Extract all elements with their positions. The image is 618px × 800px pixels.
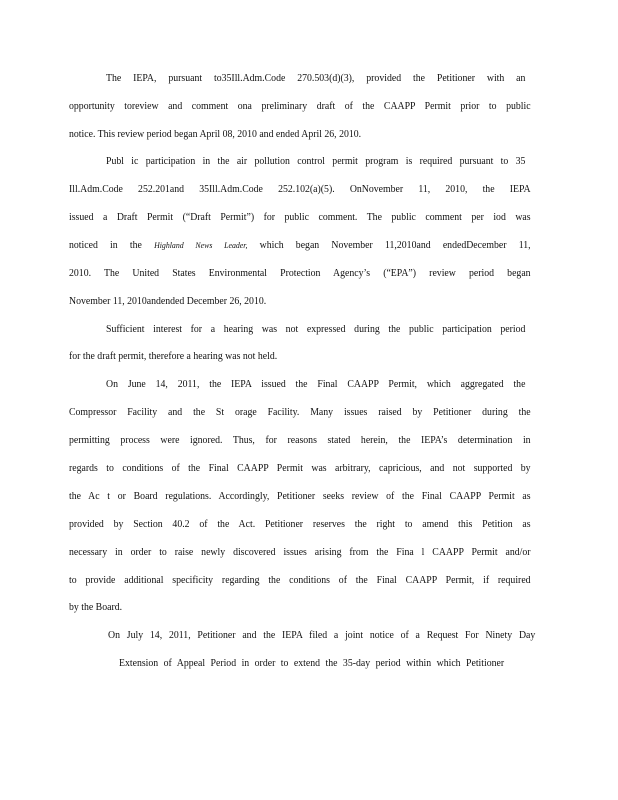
newspaper-name: Highland News Leader,: [154, 241, 248, 250]
paragraph-2-line-4: [69, 239, 531, 253]
paragraph-1-line-1: The IEPA, pursuant to35Ill.Adm.Code 270.503(d)(3), provided the Petitioner with an: [106, 73, 526, 84]
paragraph-5-line-2: Extension of Appeal Period in order to extend the 35-day period within which Petitioner: [119, 658, 505, 669]
paragraph-1-line-3: notice. This review period began April 08, 2010 and ended April 26, 2010.: [69, 129, 362, 140]
paragraph-5-line-1: On July 14, 2011, Petitioner and the IEPA filed a joint notice of a Request For Ninety Day: [108, 630, 536, 641]
paragraph-4-line-4: regards to conditions of the Final CAAPP Permit was arbitrary, capricious, and not supported by: [69, 463, 531, 474]
paragraph-4-line-9: by the Board.: [69, 602, 123, 613]
line-text-after: which began November 11,2010and endedDecember 11,: [247, 240, 531, 251]
line-text-before: noticed in the: [69, 240, 155, 251]
paragraph-3-line-1: Sufficient interest for a hearing was not expressed during the public participation period: [106, 324, 526, 335]
paragraph-2-line-5: 2010. The United States Environmental Protection Agency’s (“EPA”) review period began: [69, 268, 531, 279]
paragraph-4-line-1: On June 14, 2011, the IEPA issued the Final CAAPP Permit, which aggregated the: [106, 379, 526, 390]
paragraph-2-line-6: November 11, 2010andended December 26, 2010.: [69, 296, 267, 307]
paragraph-2-line-2: Ill.Adm.Code 252.201and 35Ill.Adm.Code 252.102(a)(5). OnNovember 11, 2010, the IEPA: [69, 184, 531, 195]
paragraph-2-line-1: Publ ic participation in the air pollution control permit program is required pursuant to 35: [106, 156, 526, 167]
paragraph-4-line-8: to provide additional specificity regarding the conditions of the Final CAAPP Permit, if required: [69, 575, 531, 586]
paragraph-3-line-2: for the draft permit, therefore a hearing was not held.: [69, 351, 278, 362]
paragraph-4-line-5: the Ac t or Board regulations. Accordingly, Petitioner seeks review of the Final CAAPP Permit as: [69, 491, 531, 502]
paragraph-4-line-6: provided by Section 40.2 of the Act. Petitioner reserves the right to amend this Petition as: [69, 519, 531, 530]
paragraph-4-line-2: Compressor Facility and the St orage Facility. Many issues raised by Petitioner during the: [69, 407, 531, 418]
paragraph-4-line-3: permitting process were ignored. Thus, for reasons stated herein, the IEPA’s determination in: [69, 435, 531, 446]
paragraph-1-line-2: opportunity toreview and comment ona preliminary draft of the CAAPP Permit prior to public: [69, 101, 531, 112]
paragraph-4-line-7: necessary in order to raise newly discovered issues arising from the Fina l CAAPP Permit and/or: [69, 547, 531, 558]
paragraph-2-line-3: issued a Draft Permit (“Draft Permit”) for public comment. The public comment per iod was: [69, 212, 531, 223]
